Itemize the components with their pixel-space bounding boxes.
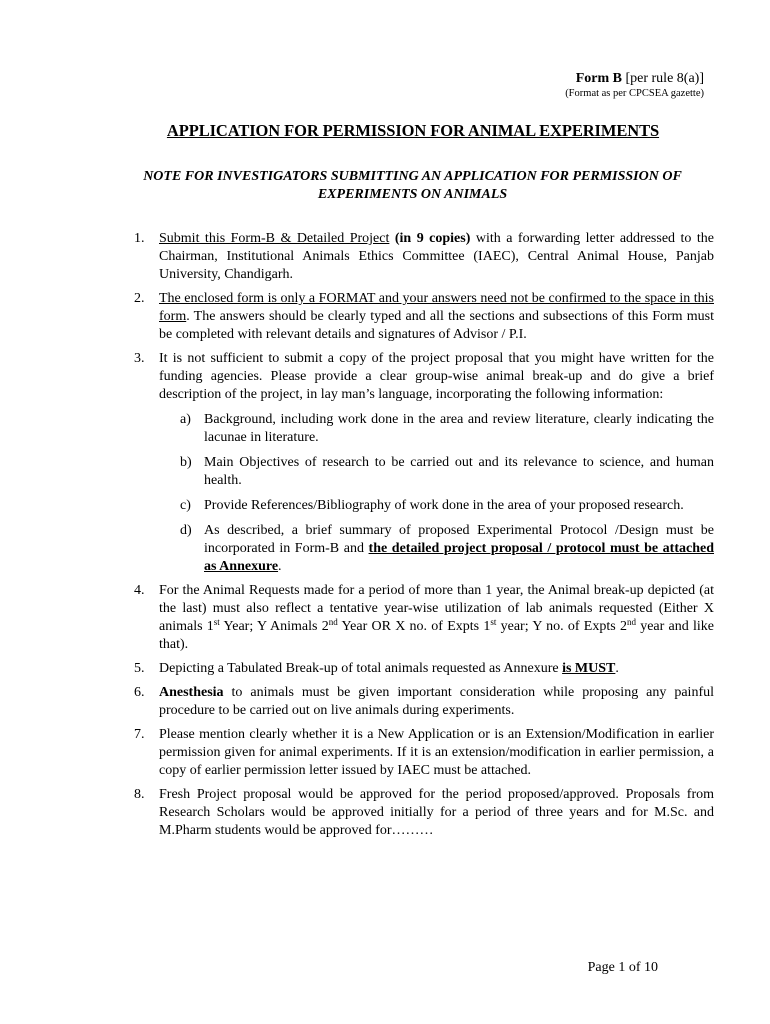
item-text-bold: Anesthesia <box>159 685 224 700</box>
page-number: Page 1 of 10 <box>587 960 658 975</box>
item-text: For the Animal Requests made for a period of more than 1 year, the Animal break-up depicted (at the last) must also reflect a tentative year-wise utilization of lab animals requested (Either X animals 1 <box>159 583 714 634</box>
sub-item <box>159 454 714 490</box>
item-number: 5. <box>134 661 145 676</box>
item-text-bold: is MUST <box>562 661 616 676</box>
form-reference <box>565 70 704 87</box>
item-text-underlined: The enclosed form is only a FORMAT and your answers need not be confirmed to the space in this form <box>159 291 714 324</box>
list-item <box>134 726 714 780</box>
list-item <box>134 582 714 654</box>
sub-item-text-bold: the detailed project proposal / protocol must be attached as Annexure <box>204 541 715 574</box>
sub-item-label: d) <box>180 523 192 538</box>
item-text: It is not sufficient to submit a copy of the project proposal that you might have written for the funding agencies. Please provide a clear group-wise animal break-up and do give a brief description of the project, in lay man’s language, incorporating the following information: <box>159 351 714 402</box>
item-number: 6. <box>134 685 145 700</box>
item-number: 8. <box>134 787 145 802</box>
item-text: Year OR X no. of Expts 1 <box>337 619 491 634</box>
list-item <box>134 786 714 840</box>
sub-item-end: . <box>278 559 282 574</box>
gazette-note: (Format as per CPCSEA gazette) <box>565 88 704 99</box>
sub-item <box>159 411 714 447</box>
ordinal-suffix: st <box>490 617 497 627</box>
instruction-list <box>134 230 714 846</box>
list-item <box>134 350 714 576</box>
sub-item-text: As described, a brief summary of proposed Experimental Protocol /Design must be incorporated in Form-B and <box>204 523 714 556</box>
item-text: year; Y no. of Expts 2 <box>496 619 627 634</box>
investigator-note <box>110 168 715 204</box>
list-item <box>134 660 714 678</box>
item-number: 2. <box>134 291 145 306</box>
item-text: Please mention clearly whether it is a New Application or is an Extension/Modification in earlier permission given for animal experiments. If it is an extension/modification in earlier permission, a copy of earlier permission letter issued by IAEC must be attached. <box>159 727 714 778</box>
note-line-1: NOTE FOR INVESTIGATORS SUBMITTING AN APPLICATION FOR PERMISSION OF <box>143 169 682 184</box>
item-text: year and like that). <box>159 619 714 652</box>
sub-item-label: b) <box>180 455 192 470</box>
item-end: . <box>615 661 619 676</box>
document-title: APPLICATION FOR PERMISSION FOR ANIMAL EXPERIMENTS <box>166 121 660 140</box>
ordinal-suffix: nd <box>626 617 636 627</box>
item-text: Depicting a Tabulated Break-up of total animals requested as Annexure <box>159 661 563 676</box>
item-number: 4. <box>134 583 145 598</box>
item-number: 7. <box>134 727 145 742</box>
item-text: with a forwarding letter addressed to the Chairman, Institutional Animals Ethics Committee (IAEC), Central Animal House, Panjab University, Chandigarh. <box>159 231 714 282</box>
form-rule: [per rule 8(a)] <box>621 71 704 86</box>
item-number: 1. <box>134 231 145 246</box>
list-item <box>134 290 714 344</box>
item-text: . The answers should be clearly typed and all the sections and subsections of this Form must be completed with relevant details and signatures of Advisor / P.I. <box>159 309 714 342</box>
sub-item-label: c) <box>180 498 191 513</box>
form-header <box>565 70 704 101</box>
sub-item <box>159 522 714 576</box>
item-text: to animals must be given important consideration while proposing any painful procedure to be carried out on live animals during experiments. <box>159 685 714 718</box>
note-line-2: EXPERIMENTS ON ANIMALS <box>317 187 508 202</box>
item-text: Fresh Project proposal would be approved for the period proposed/approved. Proposals from Research Scholars would be approved initially for a period of three years and for M.Sc. and M.Pharm students would be approved for……… <box>159 787 714 838</box>
sub-item-text: Provide References/Bibliography of work done in the area of your proposed research. <box>204 498 684 513</box>
item-text-underlined: Submit this Form-B & Detailed Project <box>159 231 390 246</box>
item-text: Year; Y Animals 2 <box>219 619 329 634</box>
sub-item-text: Main Objectives of research to be carried out and its relevance to science, and human health. <box>204 455 714 488</box>
ordinal-suffix: st <box>213 617 220 627</box>
ordinal-suffix: nd <box>328 617 338 627</box>
sub-item-text: Background, including work done in the area and review literature, clearly indicating the lacunae in literature. <box>204 412 714 445</box>
item-number: 3. <box>134 351 145 366</box>
sub-item-label: a) <box>180 412 191 427</box>
list-item <box>134 230 714 284</box>
form-name: Form B <box>575 71 622 86</box>
item-text-bold: (in 9 copies) <box>394 231 471 246</box>
list-item <box>134 684 714 720</box>
sub-item <box>159 497 714 515</box>
